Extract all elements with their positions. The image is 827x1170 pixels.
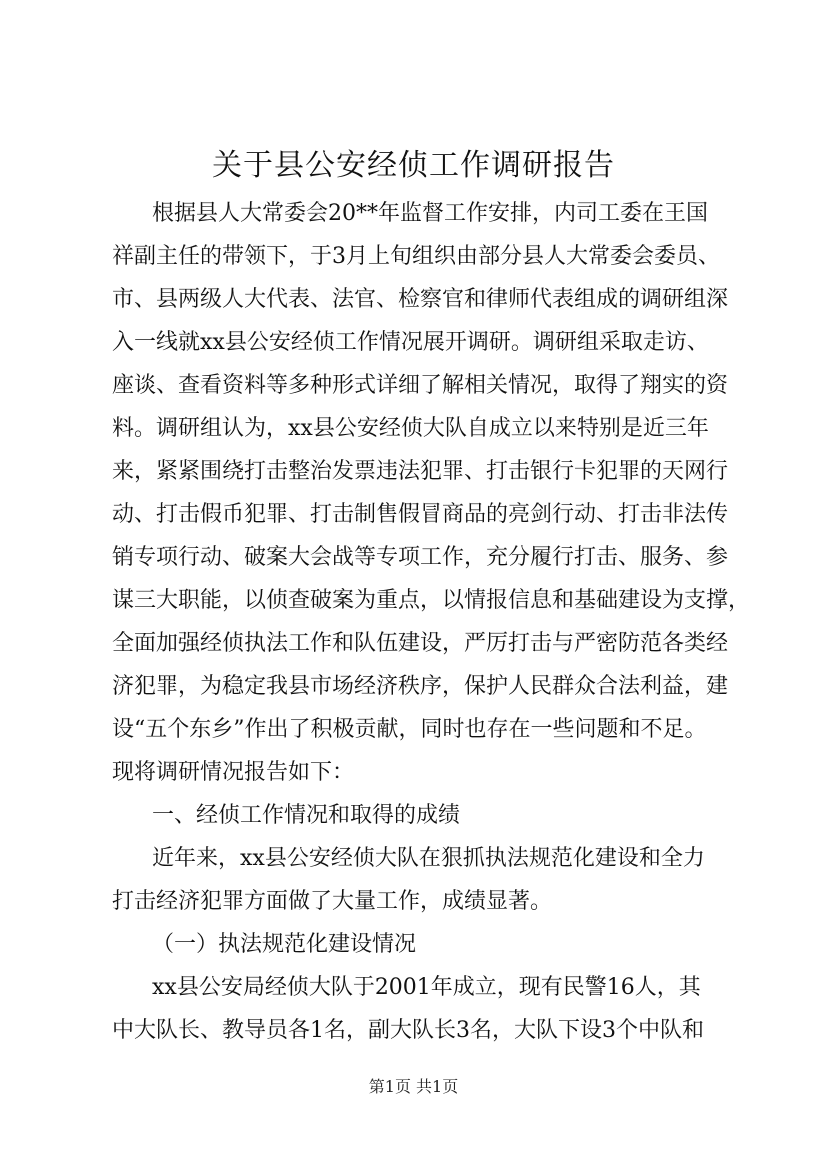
paragraph-line: 入一线就xx县公安经侦工作情况展开调研。调研组采取走访、 [112, 330, 709, 355]
paragraph-line: 动、打击假币犯罪、打击制售假冒商品的亮剑行动、打击非法传 [112, 502, 729, 527]
paragraph-line: 近年来，xx县公安经侦大队在狠抓执法规范化建设和全力 [152, 846, 705, 871]
paragraph-line: 料。调研组认为，xx县公安经侦大队自成立以来特别是近三年 [112, 416, 709, 441]
paragraph-line: 根据县人大常委会20**年监督工作安排，内司工委在王国 [152, 201, 708, 226]
paragraph-line: 销专项行动、破案大会战等专项工作，充分履行打击、服务、参 [112, 545, 729, 570]
paragraph-line: 来，紧紧围绕打击整治发票违法犯罪、打击银行卡犯罪的天网行 [112, 459, 729, 484]
subsection-heading: （一）执法规范化建设情况 [152, 932, 417, 957]
paragraph-line: 济犯罪，为稳定我县市场经济秩序，保护人民群众合法利益，建 [112, 674, 729, 699]
page-footer: 第1页 共1页 [368, 1077, 459, 1096]
paragraph-line: 谋三大职能，以侦查破案为重点，以情报信息和基础建设为支撑， [112, 588, 751, 613]
paragraph-line: xx县公安局经侦大队于2001年成立，现有民警16人，其 [152, 975, 701, 1000]
paragraph-line: 中大队长、教导员各1名，副大队长3名，大队下设3个中队和 [112, 1018, 704, 1043]
document-title: 关于县公安经侦工作调研报告 [212, 148, 615, 183]
paragraph-line: 祥副主任的带领下，于3月上旬组织由部分县人大常委会委员、 [112, 244, 720, 269]
section-heading: 一、经侦工作情况和取得的成绩 [152, 803, 461, 828]
paragraph-line: 座谈、查看资料等多种形式详细了解相关情况，取得了翔实的资 [112, 373, 729, 398]
paragraph-line: 设“五个东乡”作出了积极贡献，同时也存在一些问题和不足。 [112, 717, 707, 742]
paragraph-line: 打击经济犯罪方面做了大量工作，成绩显著。 [112, 889, 553, 914]
paragraph-line: 现将调研情况报告如下： [112, 760, 355, 785]
paragraph-line: 全面加强经侦执法工作和队伍建设，严厉打击与严密防范各类经 [112, 631, 729, 656]
paragraph-line: 市、县两级人大代表、法官、检察官和律师代表组成的调研组深 [112, 287, 729, 312]
